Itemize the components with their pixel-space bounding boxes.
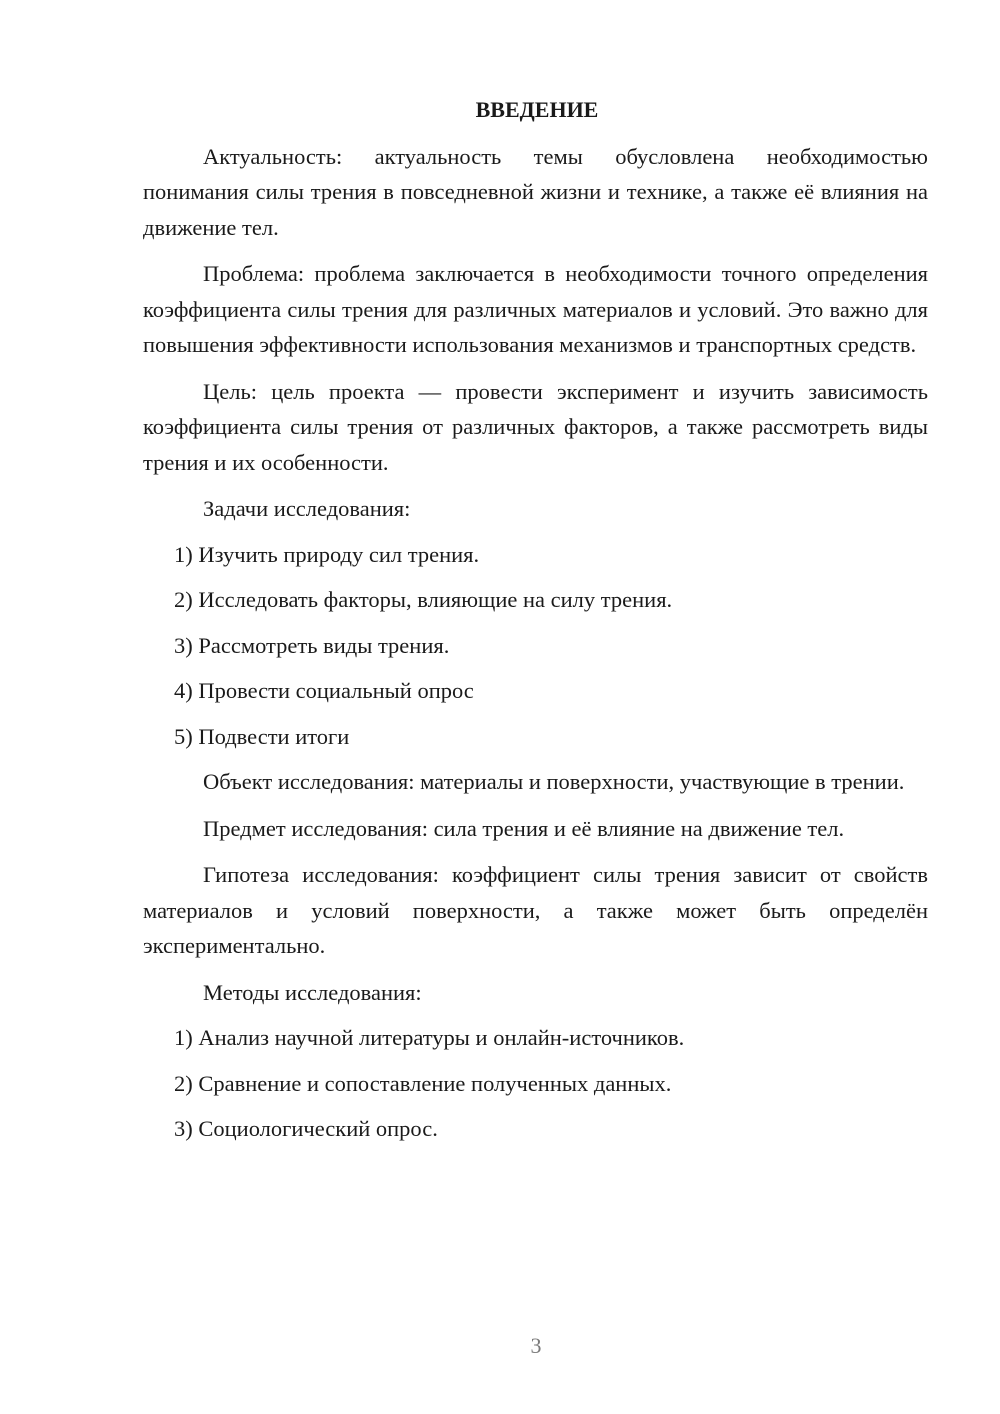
hypothesis-paragraph: Гипотеза исследования: коэффициент силы трения зависит от свойств материалов и условий поверхности, а также может быть определён экспериментально. [143,862,928,958]
relevance-paragraph: Актуальность: актуальность темы обусловлена необходимостью понимания силы трения в повседневной жизни и технике, а также её влияния на движение тел. [143,143,928,240]
method-item-3: 3) Социологический опрос. [174,1116,438,1141]
problem-paragraph: Проблема: проблема заключается в необходимости точного определения коэффициента силы трения для различных материалов и условий. Это важно для повышения эффективности использования механизмов и транспортных средств. [143,261,928,357]
subject-paragraph: Предмет исследования: сила трения и её влияние на движение тел. [203,815,845,841]
tasks-heading: Задачи исследования: [203,496,411,521]
goal-paragraph: Цель: цель проекта — провести эксперимент и изучить зависимость коэффициента силы трения от различных факторов, а также рассмотреть виды трения и их особенности. [143,378,928,475]
task-item-3: 3) Рассмотреть виды трения. [174,632,450,658]
object-paragraph: Объект исследования: материалы и поверхности, участвующие в трении. [203,769,905,794]
method-item-1: 1) Анализ научной литературы и онлайн-источников. [174,1025,685,1050]
page-content [143,92,928,1157]
task-item-2: 2) Исследовать факторы, влияющие на силу трения. [174,587,673,612]
method-item-2: 2) Сравнение и сопоставление полученных данных. [174,1070,672,1096]
task-item-4: 4) Провести социальный опрос [174,678,474,703]
page-number: 3 [530,1333,542,1358]
section-title: ВВЕДЕНИЕ [475,97,599,122]
task-item-1: 1) Изучить природу сил трения. [174,541,480,567]
task-item-5: 5) Подвести итоги [174,723,350,749]
methods-heading: Методы исследования: [203,979,422,1005]
